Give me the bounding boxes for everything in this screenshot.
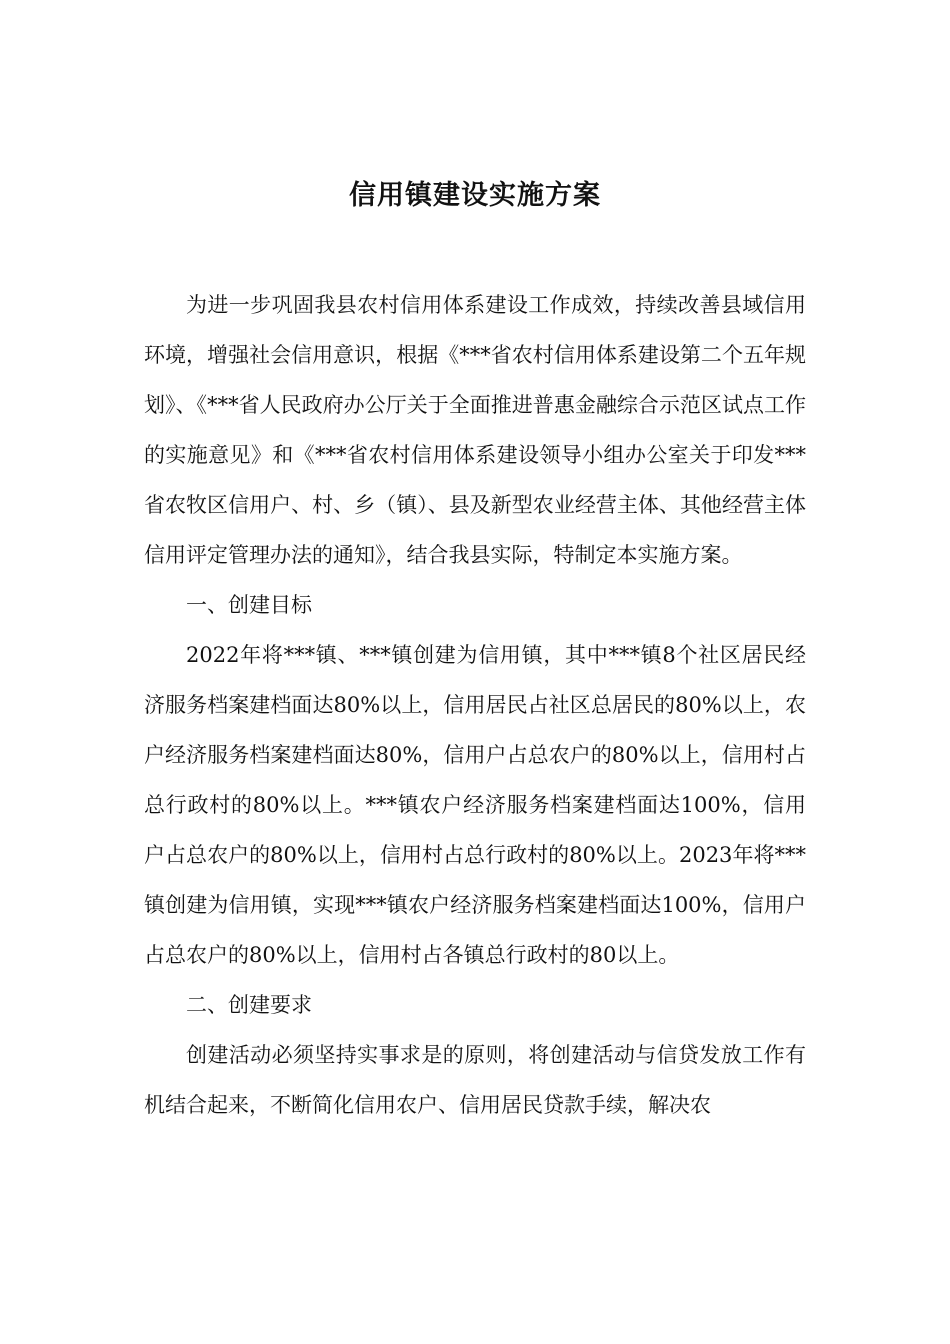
requirements-paragraph: 创建活动必须坚持实事求是的原则，将创建活动与信贷发放工作有机结合起来，不断简化信用农户、信用居民贷款手续，解决农	[144, 1043, 806, 1117]
intro-paragraph: 为进一步巩固我县农村信用体系建设工作成效，持续改善县域信用环境，增强社会信用意识，根据《***省农村信用体系建设第二个五年规划》、《***省人民政府办公厅关于全面推进普惠金融综合示范区试点工作的实施意见》和《***省农村信用体系建设领导小组办公室关于印发***省农牧区信用户、村、乡（镇）、县及新型农业经营主体、其他经营主体信用评定管理办法的通知》，结合我县实际，特制定本实施方案。	[144, 293, 806, 567]
goals-paragraph: 2022年将***镇、***镇创建为信用镇，其中***镇8个社区居民经济服务档案建档面达80%以上，信用居民占社区总居民的80%以上，农户经济服务档案建档面达80%，信用户占总农户的80%以上，信用村占总行政村的80%以上。***镇农户经济服务档案建档面达100%，信用户占总农户的80%以上，信用村占总行政村的80%以上。2023年将***镇创建为信用镇，实现***镇农户经济服务档案建档面达100%，信用户占总农户的80%以上，信用村占各镇总行政村的80以上。	[144, 643, 806, 967]
document-body	[144, 280, 806, 1130]
document-title: 信用镇建设实施方案	[349, 180, 601, 212]
section-heading-goals: 一、创建目标	[186, 593, 312, 617]
section-heading-requirements: 二、创建要求	[186, 993, 312, 1017]
